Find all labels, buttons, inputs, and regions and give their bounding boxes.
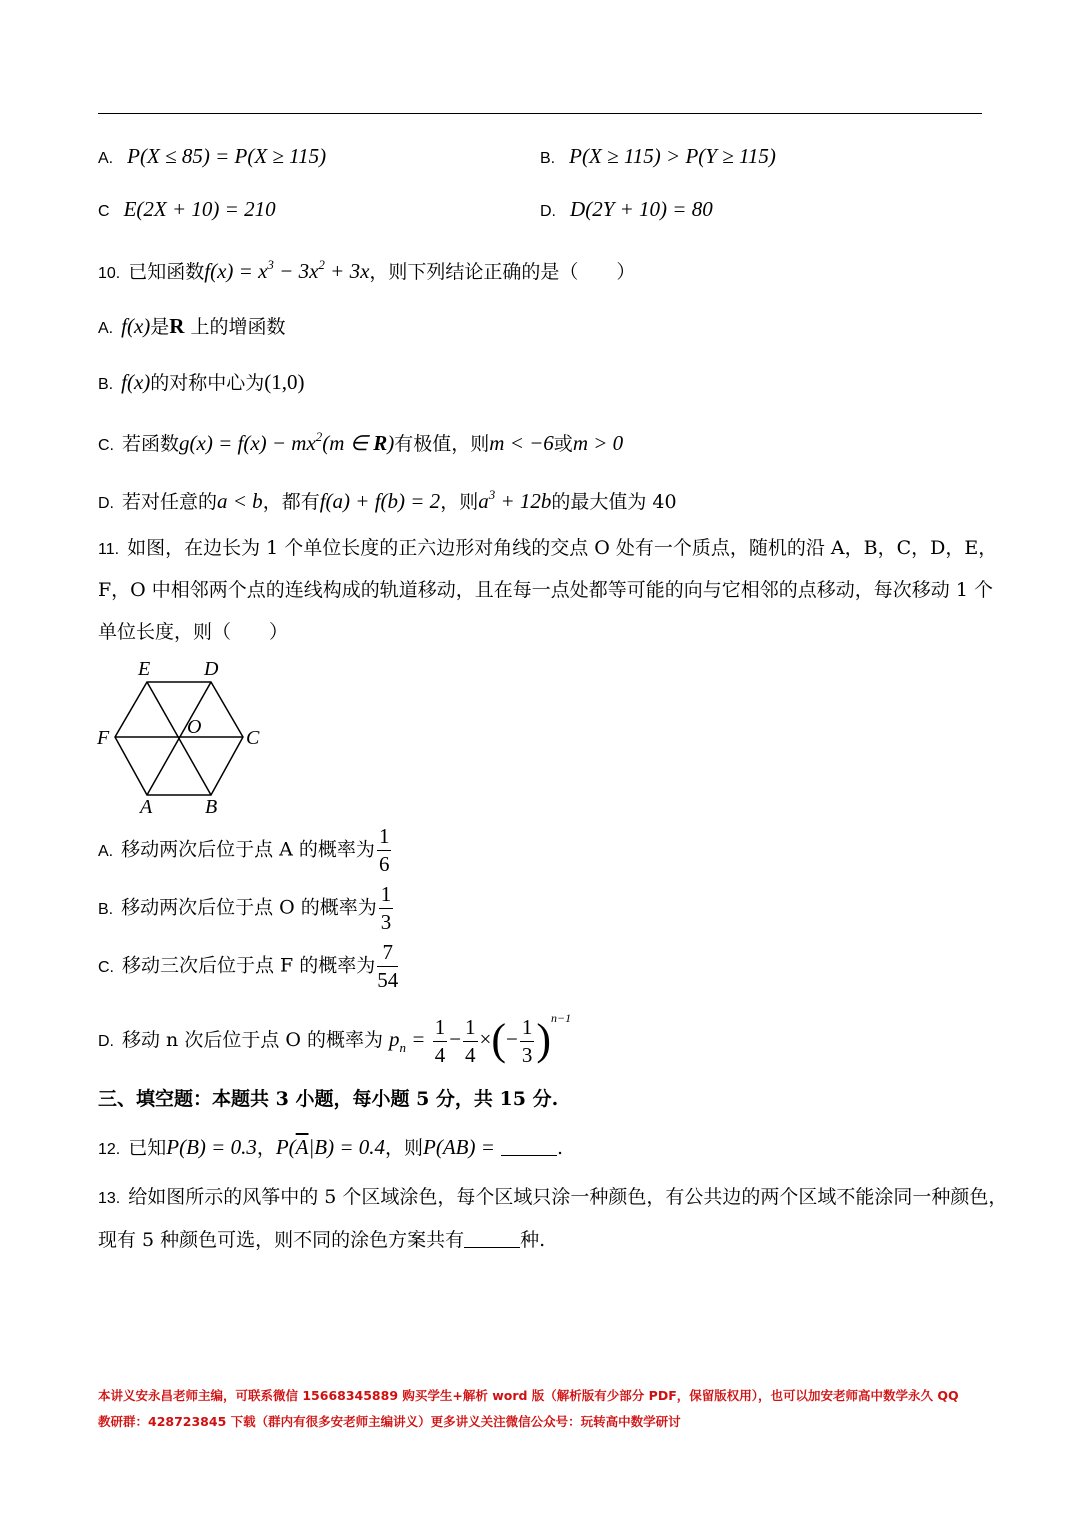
stem-text: 如图，在边长为 1 个单位长度的正六边形对角线的交点 O 处有一个质点，随机的沿 A，B，C，D，E， (127, 537, 998, 559)
option-text: 的对称中心为 (150, 372, 265, 394)
option-label: A. (98, 150, 114, 167)
q9-option-d (540, 199, 713, 220)
q11-option-d: D. 移动 n 次后位于点 O 的概率为 $p_n$ = $\frac{1}{4}$ − $\frac{1}{4}$ ×(− $\frac{1}{3}$ )$^{n-1}$ (98, 1011, 572, 1067)
option-math: $a^3 + 12b$ (478, 487, 552, 513)
option-prefix: 若函数 (122, 433, 180, 455)
stem-prefix: 已知函数 (128, 261, 205, 283)
option-math: f(x) (121, 314, 151, 338)
question-number: 10. (98, 265, 121, 282)
option-math: R (169, 314, 185, 338)
hexagon-figure (95, 655, 275, 820)
question-number: 11. (98, 541, 120, 558)
q10-option-a (98, 316, 286, 337)
option-label: B. (98, 376, 114, 393)
q11-stem-line-3 (98, 623, 288, 642)
option-text: 移动 n 次后位于点 O 的概率为 (122, 1029, 383, 1051)
option-text: 移动三次后位于点 F 的概率为 (122, 954, 376, 977)
q12-prefix: 已知 (128, 1137, 167, 1159)
fraction-quarter: $\frac{1}{4}$ (434, 1014, 446, 1067)
fraction-denominator: 6 (378, 852, 390, 876)
fraction-third: $\frac{1}{3}$ (521, 1014, 533, 1067)
option-label: A. (98, 842, 114, 860)
q9-option-c (98, 199, 276, 220)
q11-stem-line-2 (98, 581, 993, 600)
option-text: 移动两次后位于点 O 的概率为 (121, 896, 377, 919)
q11-option-b (98, 884, 395, 933)
stem-suffix: ，则下列结论正确的是（ ） (369, 261, 636, 283)
option-label: A. (98, 320, 114, 337)
q12-mid: ，则 (385, 1137, 424, 1159)
option-text: 上的增函数 (190, 316, 286, 338)
q12-math: P(AB) = (423, 1135, 495, 1159)
label-f: F (97, 727, 110, 749)
option-label: B. (540, 150, 556, 167)
q10-option-d (98, 488, 677, 512)
q10-option-b (98, 372, 305, 393)
q12-math: P(B) = 0.3 (166, 1135, 257, 1159)
answer-blank[interactable] (464, 1246, 520, 1248)
fraction-denominator: 54 (377, 968, 399, 992)
q10-stem (98, 258, 635, 282)
option-text: 的最大值为 40 (551, 491, 677, 513)
q9-option-b (540, 146, 776, 167)
fraction-numerator: 7 (377, 942, 398, 967)
option-text: ，都有 (262, 491, 320, 513)
option-fraction (377, 942, 398, 991)
label-e: E (138, 658, 151, 680)
option-label: D. (98, 1033, 114, 1050)
option-math: P(X ≥ 115) > P(Y ≥ 115) (569, 144, 776, 168)
footer-notice (98, 1383, 978, 1435)
option-math: f(x) (121, 370, 151, 394)
option-fraction (379, 884, 394, 933)
option-math: D(2Y + 10) = 80 (570, 197, 713, 221)
label-c: C (246, 727, 260, 749)
option-math: f(a) + f(b) = 2 (319, 489, 441, 513)
option-label: C (98, 203, 110, 220)
option-fraction (377, 826, 392, 875)
option-or: 或 (553, 433, 573, 455)
footer-line-1: 本讲义安永昌老师主编，可联系微信 15668345889 购买学生+解析 word 版（解析版有少部分 PDF，保留版权用），也可以加安老师高中数学永久 QQ (98, 1388, 959, 1403)
option-label: C. (98, 437, 114, 454)
stem-text: 单位长度，则（ ） (98, 621, 289, 643)
option-math: $p_n$ = (389, 1027, 431, 1055)
fraction-numerator: 1 (377, 826, 392, 851)
question-number: 13. (98, 1190, 121, 1207)
q9-option-a (98, 146, 326, 167)
function-def: $f(x) = x^3 - 3x^2 + 3x$ (204, 257, 370, 283)
header-rule (98, 113, 982, 114)
stem-text: F，O 中相邻两个点的连线构成的轨道移动，且在每一点处都等可能的向与它相邻的点移动，每次移动 1 个 (98, 579, 993, 601)
q12-end: . (556, 1137, 564, 1159)
q13-text: 给如图所示的风筝中的 5 个区域涂色，每个区域只涂一种颜色，有公共边的两个区域不能涂同一种颜色， (128, 1186, 1008, 1208)
option-math: (1,0) (264, 370, 305, 394)
option-math: m < −6 (489, 431, 554, 455)
label-d: D (204, 658, 219, 680)
q13-text: 现有 5 种颜色可选，则不同的涂色方案共有 (98, 1229, 465, 1251)
option-text: 有极值，则 (394, 433, 490, 455)
q10-option-c (98, 430, 623, 454)
option-math: a < b (217, 489, 263, 513)
option-label: D. (98, 495, 114, 512)
option-prefix: 若对任意的 (122, 491, 218, 513)
option-math: P(X ≤ 85) = P(X ≥ 115) (127, 144, 327, 168)
q11-option-a (98, 826, 393, 875)
label-o: O (187, 716, 202, 738)
fraction-quarter: $\frac{1}{4}$ (465, 1014, 476, 1067)
option-text: ，则 (440, 491, 479, 513)
q12-math: $P(\overline{A}|B) = 0.4$ (275, 1135, 386, 1159)
option-label: C. (98, 958, 114, 976)
option-math: E(2X + 10) = 210 (123, 197, 276, 221)
section-title: 三、填空题：本题共 3 小题，每小题 5 分，共 15 分. (98, 1088, 559, 1110)
label-b: B (205, 796, 218, 818)
option-text: 是 (150, 316, 170, 338)
option-label: D. (540, 203, 556, 220)
footer-line-2: 教研群：428723845 下载（群内有很多安老师主编讲义）更多讲义关注微信公众号：玩转高中数学研讨 (98, 1414, 681, 1429)
q13-text: 种. (520, 1229, 546, 1251)
option-text: 移动两次后位于点 A 的概率为 (121, 838, 375, 861)
option-math: m > 0 (572, 431, 624, 455)
q13-line-2 (98, 1231, 545, 1250)
q12: 12. 已知P(B) = 0.3，$P(\overline{A}|B) = 0.4$，则P(AB) = . (98, 1135, 564, 1159)
option-math: $g(x) = f(x) - mx^2(m$ ∈ R) (179, 429, 395, 455)
hexagon-lines (115, 682, 243, 795)
label-a: A (140, 796, 153, 818)
q13-line-1 (98, 1188, 1007, 1207)
fraction-numerator: 1 (379, 884, 394, 909)
fraction-denominator: 3 (380, 910, 392, 934)
answer-blank[interactable] (501, 1154, 557, 1156)
option-label: B. (98, 900, 114, 918)
q11-option-c (98, 942, 400, 991)
q11-stem-line-1 (98, 539, 997, 558)
question-number: 12. (98, 1141, 121, 1158)
